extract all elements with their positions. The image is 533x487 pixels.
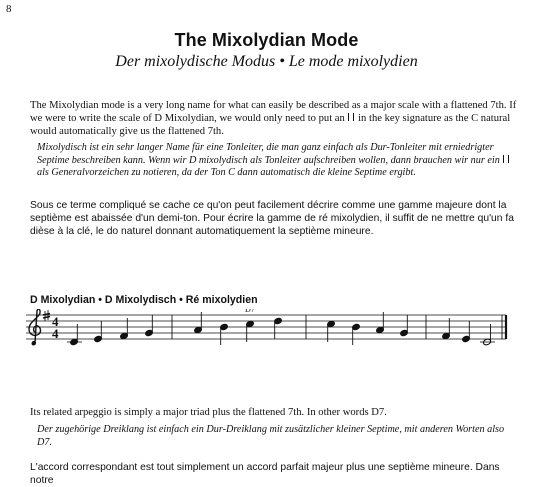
- chord-symbol: D7: [245, 309, 255, 314]
- notes: [67, 312, 495, 346]
- note: [145, 315, 154, 337]
- svg-text:4: 4: [52, 314, 59, 329]
- note: [400, 315, 409, 337]
- page-number: 8: [6, 3, 12, 15]
- svg-text:4: 4: [52, 326, 59, 341]
- intro-french: Sous ce terme compliqué se cache ce qu'on peut facilement décrire comme une gamme majeure dont la septième est abaissée d'un demi-ton. Pour écrire la gamme de ré mixolydien, il suffit de ne mettre qu'un fa dièse à la clé, le do naturel donnant automatiquement la septième mineure.: [30, 200, 514, 237]
- arpeggio-french: L'accord correspondant est tout simplement un accord parfait majeur plus une septième mineure. Dans notre: [30, 462, 500, 486]
- page-title: The Mixolydian Mode: [174, 30, 359, 50]
- note: [352, 323, 361, 345]
- arpeggio-english: Its related arpeggio is simply a major triad plus the flattened 7th. In other words D7.: [30, 407, 387, 418]
- arpeggio-german: Der zugehörige Dreiklang ist einfach ein Dur-Dreiklang mit zusätzlicher kleiner Septime, mit anderen Worten also D7.: [37, 424, 505, 448]
- page-subtitle: Der mixolydische Modus • Le mode mixolydien: [115, 53, 418, 70]
- natural-sign-icon: [503, 155, 509, 163]
- note: [220, 323, 229, 345]
- intro-german: Mixolydisch ist ein sehr langer Name für eine Tonleiter, die man ganz einfach als Dur-Tonleiter mit erniedrigter Septime beschreiben kann. Wenn wir D mixolydisch als Tonleiter aufschreiben wollen, dann brauchen wir nur ein als Generalvorzeichen zu notieren, da der Ton C dann automatisch die kleine Septime ergibt.: [37, 142, 517, 180]
- music-staff: [26, 309, 516, 359]
- natural-sign-icon: [348, 113, 354, 121]
- note: [274, 317, 283, 339]
- note: [462, 321, 471, 343]
- staff-lines: [26, 315, 506, 339]
- sharp-sign-icon: [43, 310, 50, 321]
- intro-english: The Mixolydian mode is a very long name for what can easily be described as a major scale with a flattened 7th. If we were to write the scale of D Mixolydian, we would only need to put an in the key signature as the C natural would automatically give us the flattened 7th.: [30, 100, 517, 137]
- music-example: [26, 309, 516, 364]
- time-signature: [52, 314, 59, 341]
- note: [94, 321, 103, 343]
- example-label: D Mixolydian • D Mixolydisch • Ré mixolydien: [30, 294, 258, 306]
